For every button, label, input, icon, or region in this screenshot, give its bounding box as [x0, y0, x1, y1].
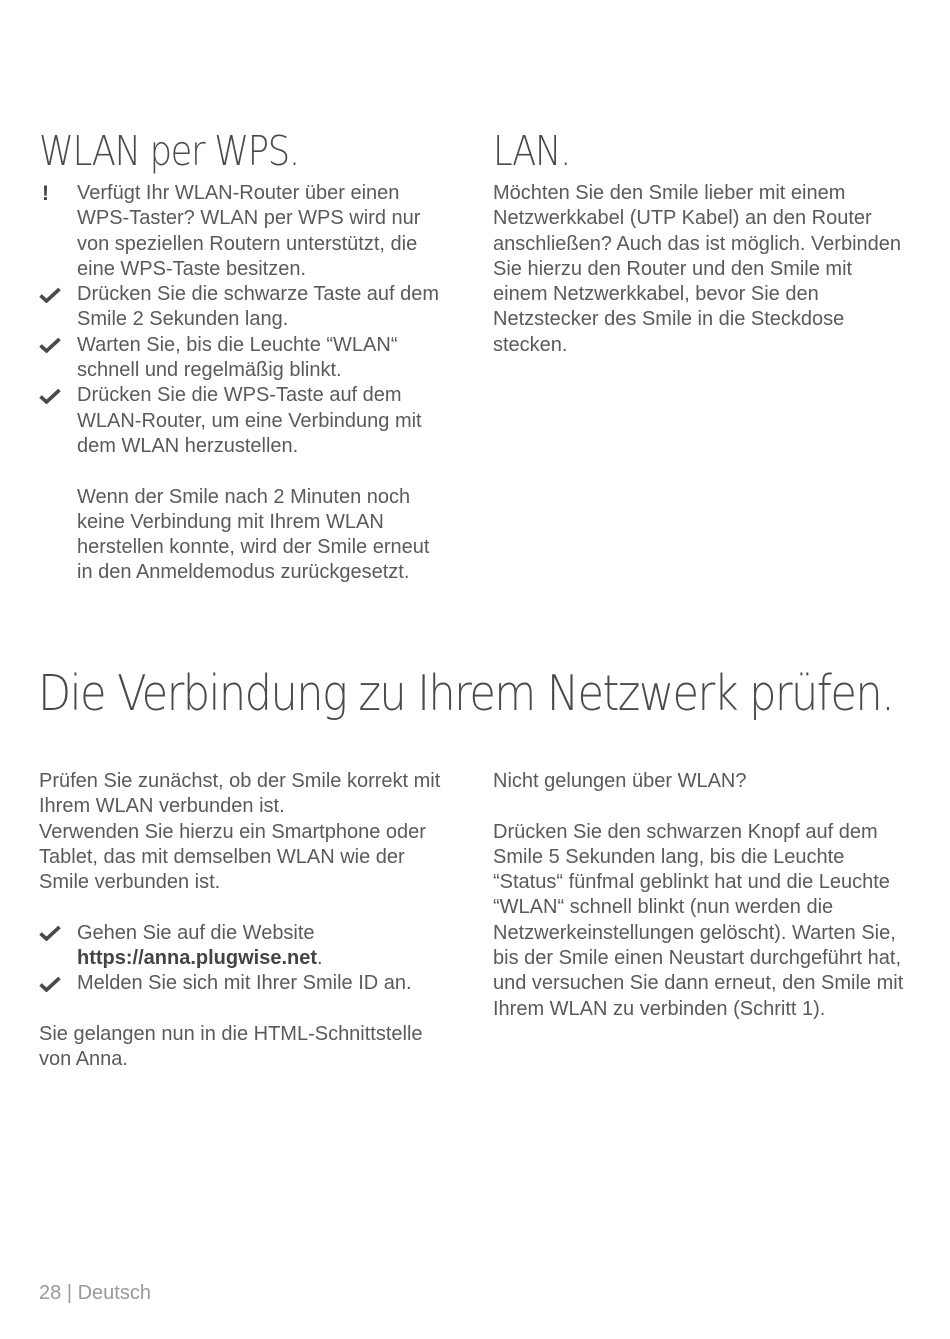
section-heading: Die Verbindung zu Ihrem Netzwerk prüfen.	[38, 665, 894, 722]
list-item	[39, 333, 449, 384]
wps-timeout-text: Wenn der Smile nach 2 Minuten noch keine Verbindung mit Ihrem WLAN herstellen konnte, wird der Smile erneut in den Anmeldemodus zurückgesetzt.	[77, 485, 430, 584]
list-item	[39, 921, 449, 972]
lan-section	[493, 128, 905, 358]
wps-note-text: Verfügt Ihr WLAN-Router über einen WPS-Taster? WLAN per WPS wird nur von speziellen Routern unterstützt, die eine WPS-Taste besitzen.	[77, 182, 421, 280]
page-footer	[39, 1281, 151, 1306]
check-step-1-prefix: Gehen Sie auf die Website	[77, 921, 315, 944]
website-link[interactable]: https://anna.plugwise.net	[77, 947, 318, 970]
checkmark-icon	[39, 971, 63, 996]
wps-note	[39, 181, 449, 282]
checkmark-icon	[39, 383, 63, 408]
list-item	[39, 971, 449, 996]
list-item	[39, 282, 449, 333]
check-intro-1: Prüfen Sie zunächst, ob der Smile korrekt mit Ihrem WLAN verbunden ist.	[39, 770, 441, 818]
failed-question: Nicht gelungen über WLAN?	[493, 770, 747, 792]
wps-step-3: Drücken Sie die WPS-Taste auf dem WLAN-Router, um eine Verbindung mit dem WLAN herzustellen.	[77, 384, 422, 457]
check-step-2: Melden Sie sich mit Ihrer Smile ID an.	[77, 972, 412, 995]
check-outro: Sie gelangen nun in die HTML-Schnittstelle von Anna.	[39, 1022, 423, 1071]
wps-section	[39, 128, 449, 586]
checkmark-icon	[39, 921, 63, 946]
page-number: 28	[39, 1282, 62, 1304]
check-intro-2: Verwenden Sie hierzu ein Smartphone oder Tablet, das mit demselben WLAN wie der Smile verbunden ist.	[39, 820, 426, 894]
wps-step-2: Warten Sie, bis die Leuchte “WLAN“ schnell und regelmäßig blinkt.	[77, 333, 398, 382]
exclamation-icon: !	[42, 181, 49, 205]
check-connection-left	[39, 769, 449, 1073]
checkmark-icon	[39, 282, 63, 307]
footer-separator: |	[66, 1282, 73, 1304]
footer-language: Deutsch	[77, 1282, 151, 1304]
check-step-1	[77, 921, 449, 972]
wps-step-1: Drücken Sie die schwarze Taste auf dem Smile 2 Sekunden lang.	[77, 283, 440, 331]
list-item	[39, 383, 449, 459]
checkmark-icon	[39, 333, 63, 358]
check-step-1-suffix: .	[317, 947, 323, 970]
lan-text: Möchten Sie den Smile lieber mit einem Netzwerkkabel (UTP Kabel) an den Router anschließen? Auch das ist möglich. Verbinden Sie hierzu den Router und den Smile mit einem Netzwerkkabel, bevor Sie den Netzstecker des Smile in die Steckdose stecken.	[493, 182, 902, 356]
lan-heading: LAN.	[493, 127, 571, 175]
check-connection-right	[493, 769, 905, 1022]
wps-heading: WLAN per WPS.	[39, 127, 299, 175]
failed-text: Drücken Sie den schwarzen Knopf auf dem Smile 5 Sekunden lang, bis die Leuchte “Status“ fünfmal geblinkt hat und die Leuchte “WLAN“ schnell blinkt (nun werden die Netzwerkeinstellungen gelöscht). Warten Sie, bis der Smile einen Neustart durchgeführt hat, und versuchen Sie dann erneut, den Smile mit Ihrem WLAN zu verbinden (Schritt 1).	[493, 820, 904, 1020]
